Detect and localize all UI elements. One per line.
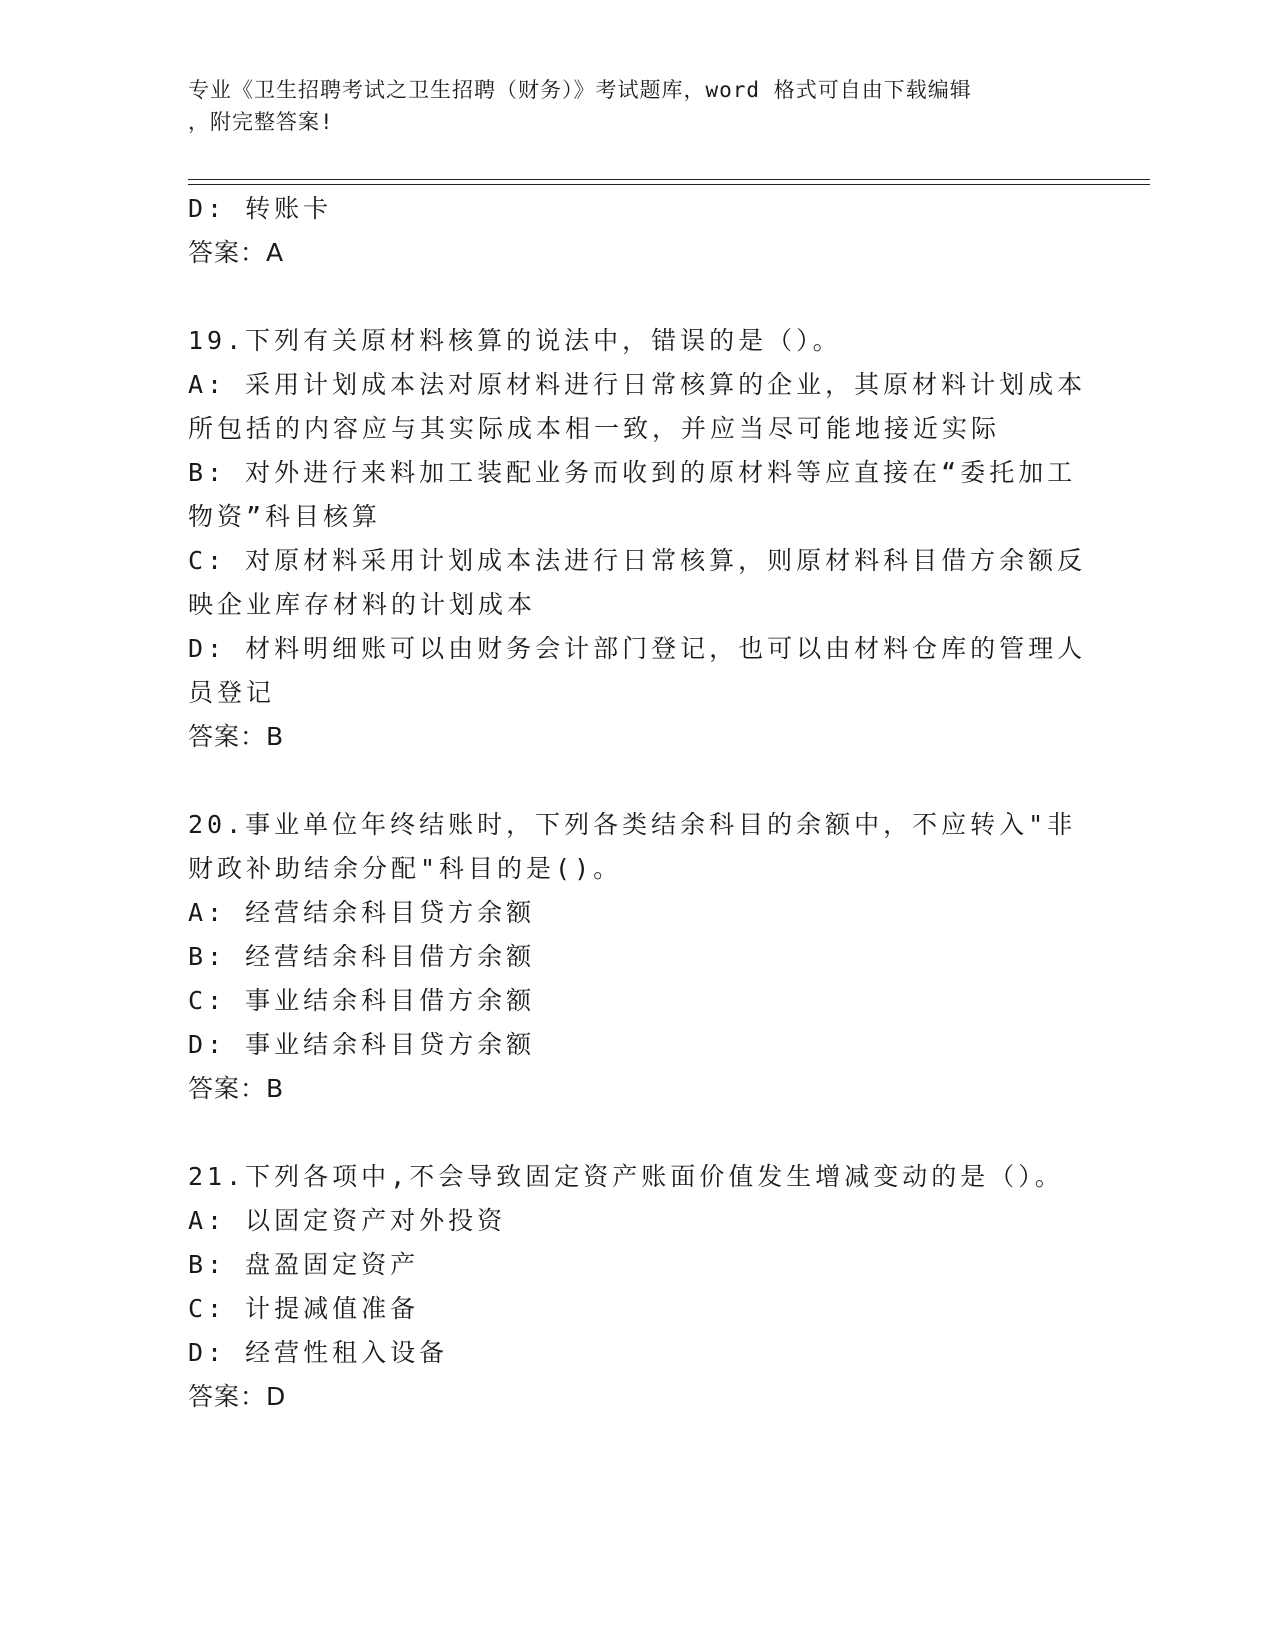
header-rule-top: [188, 179, 1150, 180]
q20-answer: 答案：B: [188, 1074, 285, 1103]
q19-option-a-line2: 所包括的内容应与其实际成本相一致，并应当尽可能地接近实际: [188, 414, 1001, 443]
q20-option-c: C: 事业结余科目借方余额: [188, 986, 536, 1015]
q19-option-b-line2: 物资”科目核算: [188, 502, 382, 531]
q19-stem: 19.下列有关原材料核算的说法中，错误的是（）。: [188, 326, 842, 355]
q19-option-a-line1: A: 采用计划成本法对原材料进行日常核算的企业，其原材料计划成本: [188, 370, 1087, 399]
q21-option-d: D: 经营性租入设备: [188, 1338, 449, 1367]
q19-option-d-line2: 员登记: [188, 678, 276, 707]
q19-option-d-line1: D: 材料明细账可以由财务会计部门登记，也可以由材料仓库的管理人: [188, 634, 1087, 663]
q20-option-a: A: 经营结余科目贷方余额: [188, 898, 536, 927]
q20-stem-line2: 财政补助结余分配"科目的是()。: [188, 854, 623, 883]
q19-option-b-line1: B: 对外进行来料加工装配业务而收到的原材料等应直接在“委托加工: [188, 458, 1077, 487]
q21-answer: 答案：D: [188, 1382, 287, 1411]
q19-answer: 答案：B: [188, 722, 285, 751]
q21-option-b: B: 盘盈固定资产: [188, 1250, 420, 1279]
q18-answer: 答案：A: [188, 238, 285, 267]
q21-option-a: A: 以固定资产对外投资: [188, 1206, 507, 1235]
document-header: [188, 74, 1068, 138]
q21-stem: 21.下列各项中,不会导致固定资产账面价值发生增减变动的是（）。: [188, 1162, 1064, 1191]
header-line-2: ，附完整答案!: [188, 110, 334, 134]
q21-option-c: C: 计提减值准备: [188, 1294, 420, 1323]
q19-option-c-line1: C: 对原材料采用计划成本法进行日常核算，则原材料科目借方余额反: [188, 546, 1087, 575]
q20-option-d: D: 事业结余科目贷方余额: [188, 1030, 536, 1059]
q18-option-d: D: 转账卡: [188, 194, 333, 223]
header-line-1: 专业《卫生招聘考试之卫生招聘（财务）》考试题库，word 格式可自由下载编辑: [188, 78, 972, 102]
q19-option-c-line2: 映企业库存材料的计划成本: [188, 590, 537, 619]
q20-stem-line1: 20.事业单位年终结账时，下列各类结余科目的余额中，不应转入"非: [188, 810, 1077, 839]
q20-option-b: B: 经营结余科目借方余额: [188, 942, 536, 971]
header-rule-bottom: [188, 184, 1150, 185]
